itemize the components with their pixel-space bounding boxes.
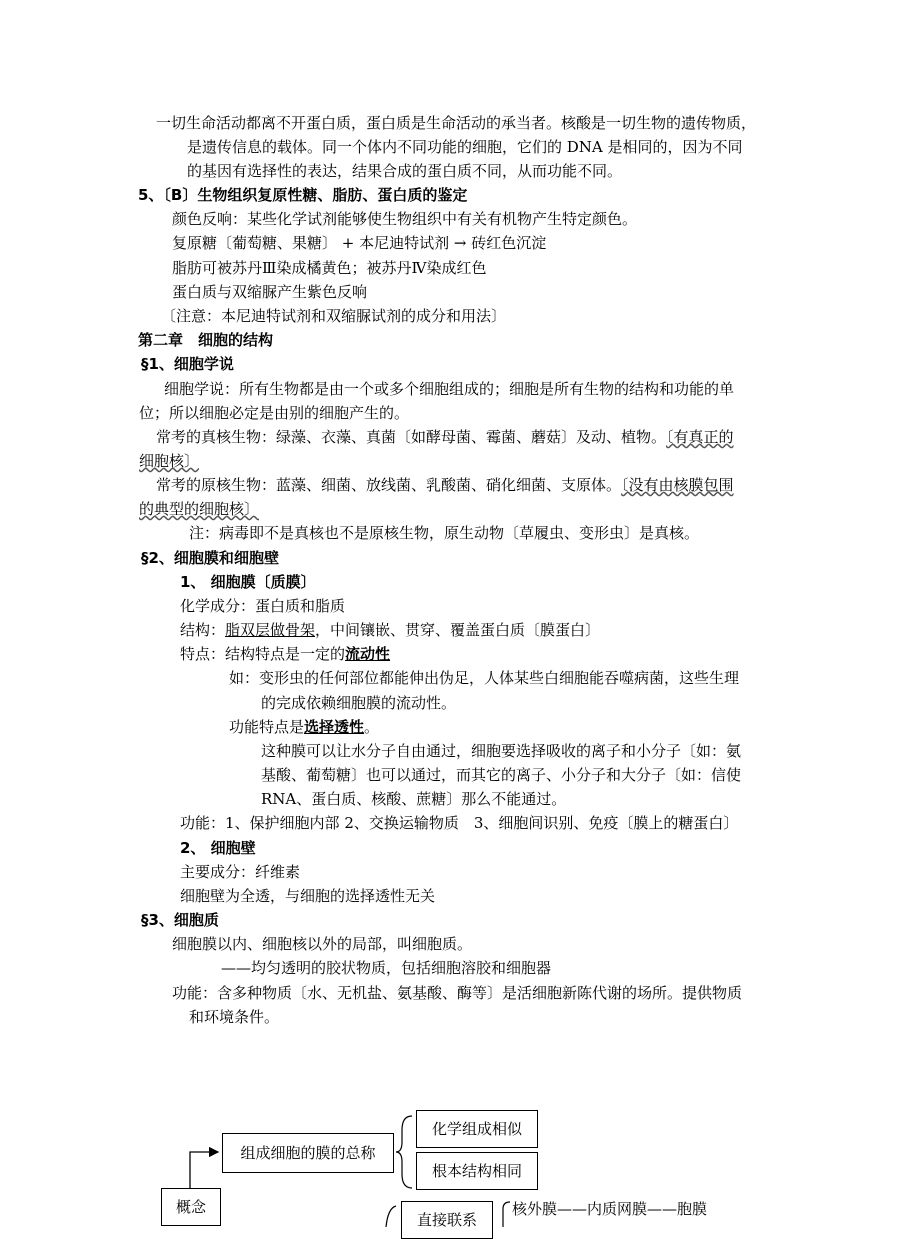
section-5-heading: 5、〔B〕生物组织复原性糖、脂肪、蛋白质的鉴定 — [138, 186, 468, 204]
structure-same-box: 根本结构相同 — [416, 1152, 538, 1190]
period: 。 — [364, 718, 380, 736]
selectivity-line-2: 基酸、葡萄糖〕也可以通过，而其它的离子、小分子和大分子〔如：信使 — [261, 766, 742, 784]
lipid-bilayer-term: 脂双层做骨架 — [225, 621, 316, 639]
brace-right-bottom — [503, 1202, 510, 1227]
concept-box: 概念 — [161, 1188, 221, 1226]
cytoplasm-function-1: 功能：含多种物质〔水、无机盐、氨基酸、酶等〕是活细胞新陈代谢的场所。提供物质 — [172, 984, 743, 1002]
cell-theory-line-2: 位；所以细胞必定是由别的细胞产生的。 — [139, 404, 410, 422]
membrane-chain-text: 核外膜——内质网膜——胞膜 — [512, 1200, 708, 1218]
direct-link-box: 直接联系 — [401, 1201, 493, 1239]
concept-arrow — [190, 1152, 218, 1188]
section-2-heading: §2、细胞膜和细胞壁 — [141, 549, 279, 567]
cytoplasm-description: ——均匀透明的胶状物质，包括细胞溶胶和细胞器 — [221, 959, 552, 977]
chem-similar-box: 化学组成相似 — [416, 1110, 538, 1148]
selectivity-line-1: 这种膜可以让水分子自由通过，细胞要选择吸收的离子和小分子〔如：氨 — [261, 742, 742, 760]
intro-line-3: 的基因有选择性的表达，结果合成的蛋白质不同，从而功能不同。 — [187, 162, 623, 180]
membrane-functions: 功能：1、保护细胞内部 2、交换运输物质 3、细胞间识别、免疫〔膜上的糖蛋白〕 — [180, 814, 739, 832]
eukaryote-note: 〔有真正的 — [666, 428, 734, 446]
intro-line-1: 一切生命活动都离不开蛋白质，蛋白质是生命活动的承当者。核酸是一切生物的遗传物质， — [156, 114, 757, 132]
fluidity-example-2: 的完成依赖细胞膜的流动性。 — [261, 694, 457, 712]
fluidity-term: 流动性 — [345, 645, 391, 663]
cell-wall-component: 主要成分：纤维素 — [180, 863, 301, 881]
eukaryote-list: 常考的真核生物：绿藻、衣藻、真菌〔如酵母菌、霉菌、蘑菇〕及动、植物。 — [156, 428, 667, 446]
brace-left-top — [396, 1116, 412, 1188]
cell-theory-line-1: 细胞学说：所有生物都是由一个或多个细胞组成的；细胞是所有生物的结构和功能的单 — [164, 380, 735, 398]
membrane-heading: 1、 细胞膜〔质膜〕 — [180, 573, 316, 591]
selectivity-line-3: RNA、蛋白质、核酸、蔗糖〕那么不能通过。 — [261, 790, 567, 808]
fluidity-example-1: 如：变形虫的任何部位都能伸出伪足，人体某些白细胞能吞噬病菌，这些生理 — [229, 669, 740, 687]
structure-label: 结构： — [180, 621, 226, 639]
intro-line-2: 是遗传信息的载体。同一个体内不同功能的细胞，它们的 DNA 是相同的，因为不同 — [187, 138, 743, 156]
reducing-sugar-text: 复原糖〔葡萄糖、果糖〕 + 本尼迪特试剂 → 砖红色沉淀 — [172, 234, 547, 252]
color-reaction-text: 颜色反响：某些化学试剂能够使生物组织中有关有机物产生特定颜色。 — [172, 210, 638, 228]
cytoplasm-definition: 细胞膜以内、细胞核以外的局部，叫细胞质。 — [172, 935, 473, 953]
prokaryote-list: 常考的原核生物：蓝藻、细菌、放线菌、乳酸菌、硝化细菌、支原体。 — [156, 476, 622, 494]
section-1-heading: §1、细胞学说 — [141, 355, 234, 373]
membrane-chemistry: 化学成分：蛋白质和脂质 — [180, 597, 346, 615]
cytoplasm-function-2: 和环境条件。 — [189, 1008, 280, 1026]
function-feature-label: 功能特点是 — [229, 718, 305, 736]
cell-wall-heading: 2、 细胞壁 — [180, 839, 256, 857]
structure-detail: ，中间镶嵌、贯穿、覆盖蛋白质〔膜蛋白〕 — [315, 621, 601, 639]
section-3-heading: §3、细胞质 — [141, 911, 219, 929]
eukaryote-note-cont: 细胞核〕 — [139, 452, 200, 470]
prokaryote-note: 〔没有由核膜包围 — [621, 476, 734, 494]
prokaryote-note-cont: 的典型的细胞核〕 — [139, 500, 260, 518]
cell-wall-permeability: 细胞壁为全透，与细胞的选择透性无关 — [180, 887, 436, 905]
chapter-2-title: 第二章 细胞的结构 — [138, 331, 274, 349]
selective-permeability-term: 选择透性 — [304, 718, 365, 736]
protein-test-text: 蛋白质与双缩脲产生紫色反响 — [172, 283, 368, 301]
membrane-total-box: 组成细胞的膜的总称 — [222, 1133, 394, 1173]
fat-stain-text: 脂肪可被苏丹Ⅲ染成橘黄色；被苏丹Ⅳ染成红色 — [172, 259, 487, 277]
virus-note: 注：病毒即不是真核也不是原核生物，原生动物〔草履虫、变形虫〕是真核。 — [189, 524, 700, 542]
brace-left-bottom — [386, 1206, 396, 1227]
feature-label: 特点：结构特点是一定的 — [180, 645, 346, 663]
reagent-note: 〔注意：本尼迪特试剂和双缩脲试剂的成分和用法〕 — [161, 307, 507, 325]
